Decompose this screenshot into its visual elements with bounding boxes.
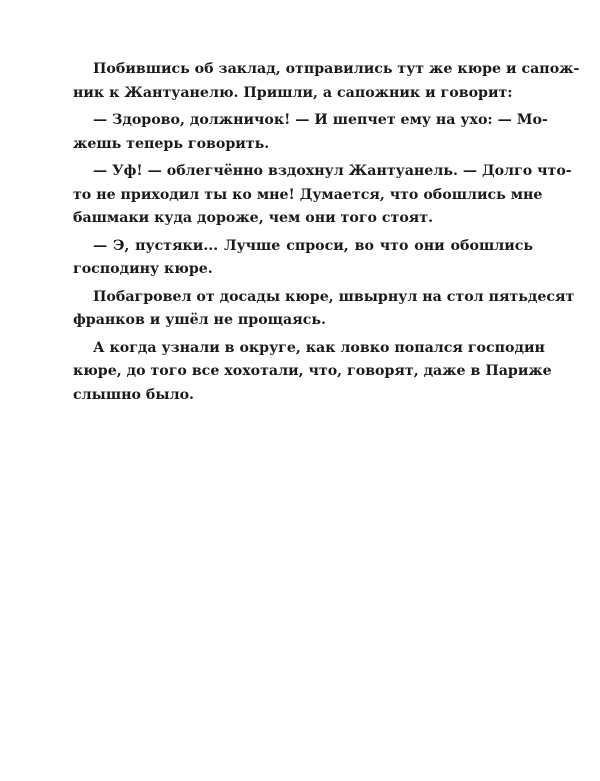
paragraph-5 xyxy=(73,286,575,333)
paragraph-line: слышно было. xyxy=(73,386,194,403)
paragraph-line: жешь теперь говорить. xyxy=(73,135,270,152)
paragraph-2 xyxy=(73,109,548,156)
paragraph-line: то не приходил ты ко мне! Думается, что обошлись мне xyxy=(73,186,543,203)
paragraph-line: Побагровел от досады кюре, швырнул на стол пятьдесят xyxy=(93,288,575,305)
paragraph-line: франков и ушёл не прощаясь. xyxy=(73,312,326,328)
paragraph-line: А когда узнали в округе, как ловко попался господин xyxy=(93,339,545,356)
paragraph-line: — Э, пустяки... Лучше спроси, во что они обошлись xyxy=(93,237,533,254)
paragraph-line: господину кюре. xyxy=(73,261,213,277)
paragraph-1 xyxy=(73,58,580,105)
paragraph-line: кюре, до того все хохотали, что, говорят, даже в Париже xyxy=(73,363,552,379)
story-text xyxy=(73,58,580,407)
paragraph-line: — Уф! — облегчённо вздохнул Жантуанель. — Долго что- xyxy=(93,163,572,179)
paragraph-4 xyxy=(73,235,533,282)
paragraph-line: — Здорово, должничок! — И шепчет ему на ухо: — Мо- xyxy=(93,112,548,128)
paragraph-3 xyxy=(73,160,572,231)
paragraph-line: ник к Жантуанелю. Пришли, а сапожник и говорит: xyxy=(73,84,513,101)
paragraph-line: Побившись об заклад, отправились тут же кюре и сапож- xyxy=(93,61,580,77)
paragraph-6 xyxy=(73,337,552,408)
paragraph-line: башмаки куда дороже, чем они того стоят. xyxy=(73,210,434,226)
